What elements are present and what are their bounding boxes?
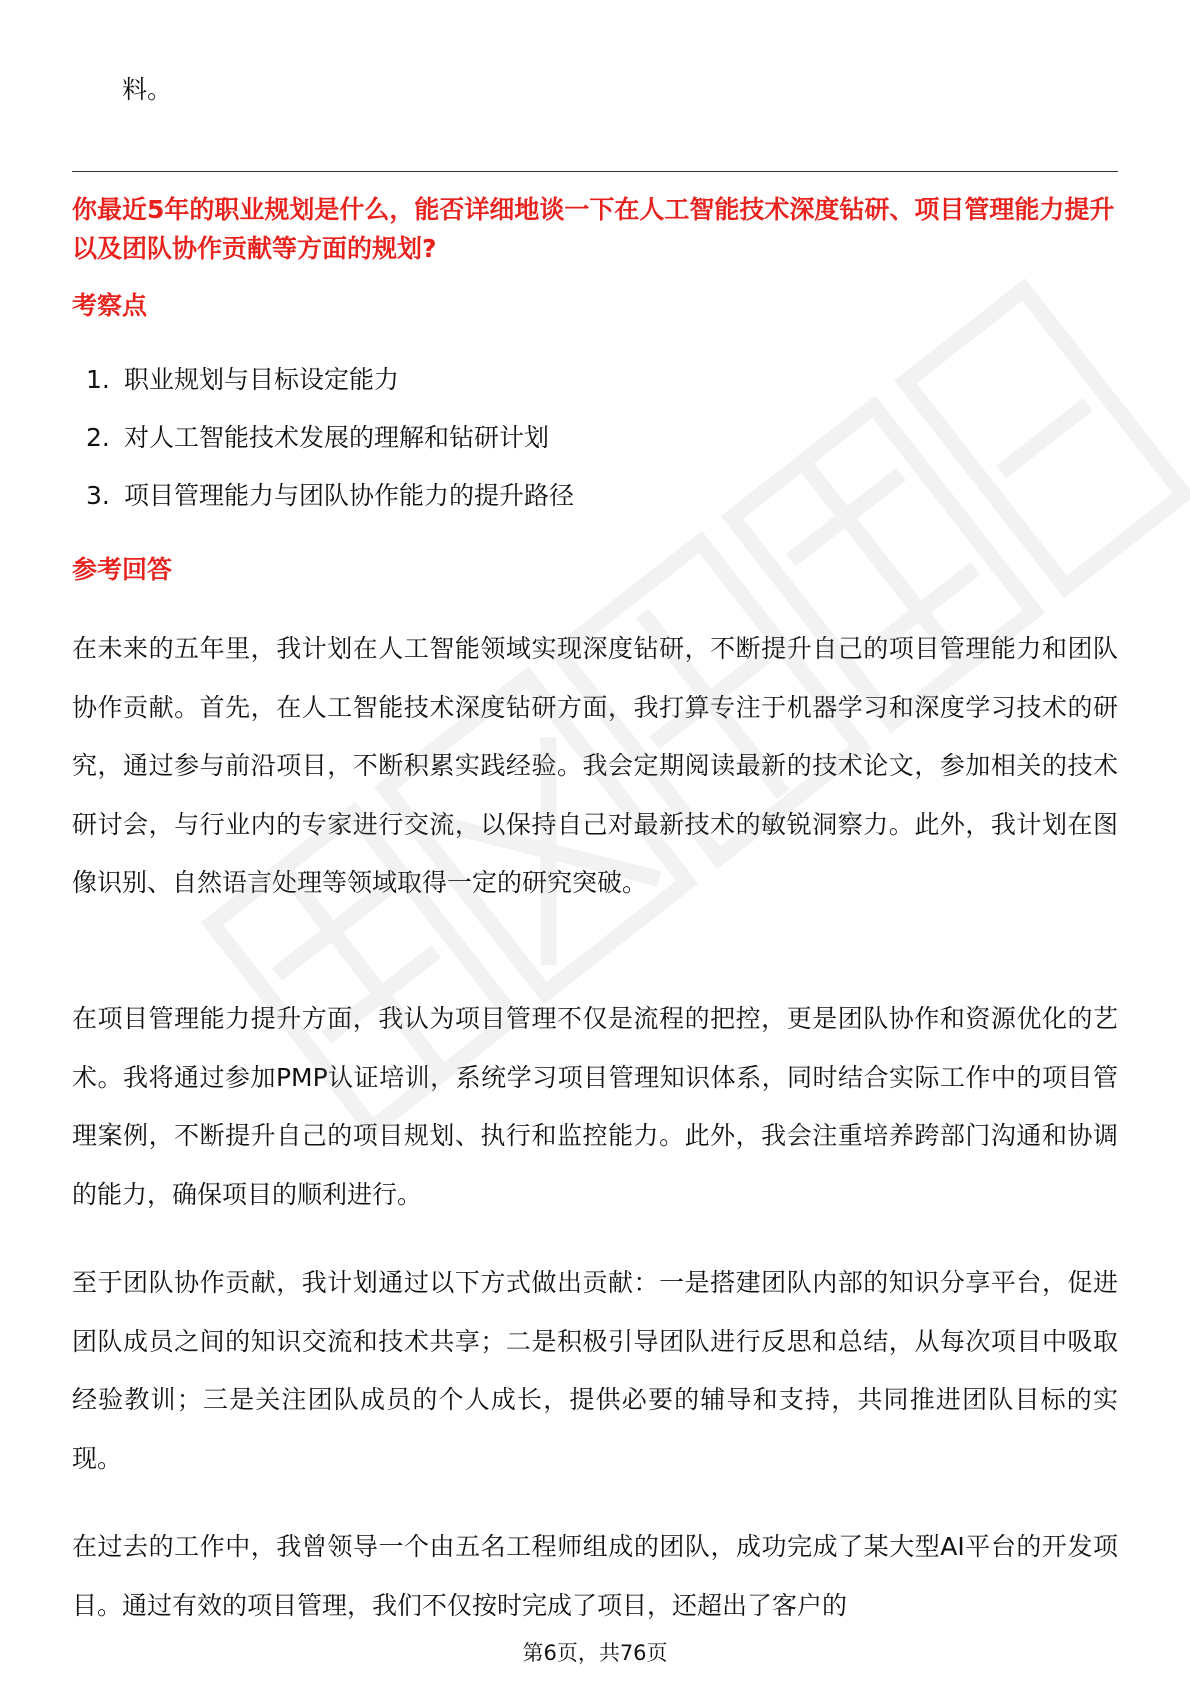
page-number: 第6页，共76页 <box>0 1638 1190 1668</box>
answer-heading: 参考回答 <box>72 555 173 584</box>
answer-paragraph-2: 在项目管理能力提升方面，我认为项目管理不仅是流程的把控，更是团队协作和资源优化的艺术。我将通过参加PMP认证培训，系统学习项目管理知识体系，同时结合实际工作中的项目管理案例，不断提升自己的项目规划、执行和监控能力。此外，我会注重培养跨部门沟通和协调的能力，确保项目的顺利进行。 <box>72 1004 1118 1209</box>
list-item-number: 2. <box>86 423 110 452</box>
list-item <box>86 478 574 536</box>
answer-paragraph-4: 在过去的工作中，我曾领导一个由五名工程师组成的团队，成功完成了某大型AI平台的开发项目。通过有效的项目管理，我们不仅按时完成了项目，还超出了客户的 <box>72 1532 1118 1620</box>
section-divider <box>72 171 1118 172</box>
points-list <box>86 362 574 536</box>
continuation-text: 料。 <box>122 75 173 104</box>
list-item-text: 对人工智能技术发展的理解和钻研计划 <box>124 423 550 452</box>
question-title: 你最近5年的职业规划是什么，能否详细地谈一下在人工智能技术深度钻研、项目管理能力提升以及团队协作贡献等方面的规划? <box>72 195 1115 263</box>
list-item <box>86 420 574 478</box>
list-item-text: 项目管理能力与团队协作能力的提升路径 <box>124 481 575 510</box>
list-item-number: 1. <box>86 365 110 394</box>
list-item-text: 职业规划与目标设定能力 <box>124 365 400 394</box>
answer-paragraph-3: 至于团队协作贡献，我计划通过以下方式做出贡献：一是搭建团队内部的知识分享平台，促进团队成员之间的知识交流和技术共享；二是积极引导团队进行反思和总结，从每次项目中吸取经验教训；三是关注团队成员的个人成长，提供必要的辅导和支持，共同推进团队目标的实现。 <box>72 1268 1118 1473</box>
points-heading: 考察点 <box>72 291 148 320</box>
list-item <box>86 362 574 420</box>
list-item-number: 3. <box>86 481 110 510</box>
answer-paragraph-1: 在未来的五年里，我计划在人工智能领域实现深度钻研，不断提升自己的项目管理能力和团队协作贡献。首先，在人工智能技术深度钻研方面，我打算专注于机器学习和深度学习技术的研究，通过参与前沿项目，不断积累实践经验。我会定期阅读最新的技术论文，参加相关的技术研讨会，与行业内的专家进行交流，以保持自己对最新技术的敏锐洞察力。此外，我计划在图像识别、自然语言处理等领域取得一定的研究突破。 <box>72 634 1118 897</box>
